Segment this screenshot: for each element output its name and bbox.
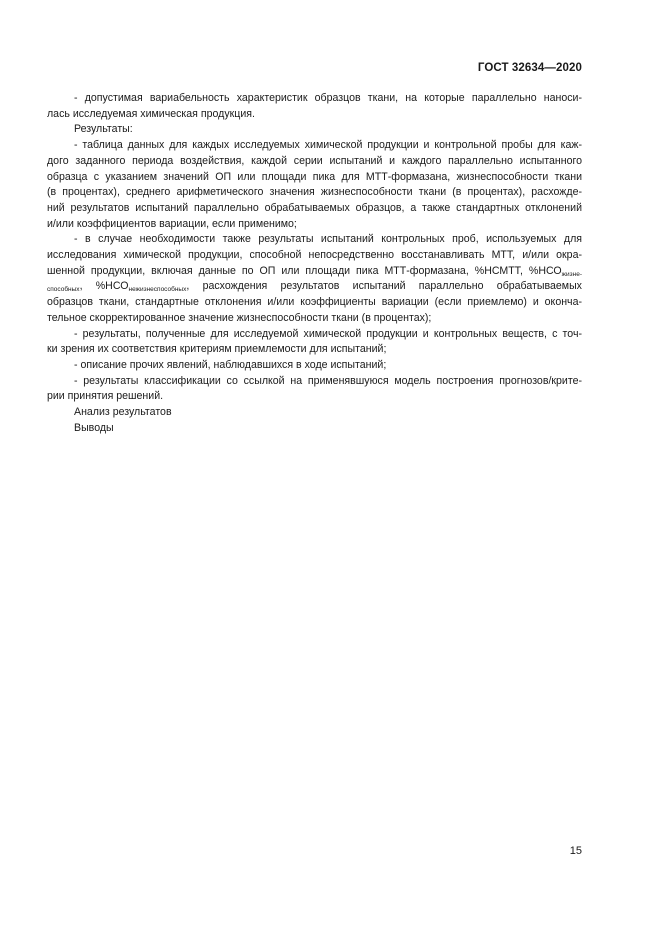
paragraph-criteria-line2: ки зрения их соответствия критериям приемлемости для испытаний; [47,343,387,356]
paragraph-classification-line2: рии принятия решений. [47,390,164,403]
paragraph-variability-line1: - допустимая вариабельность характеристик образцов ткани, на которые параллельно наноси- [74,92,582,104]
paragraph-table-line1: - таблица данных для каждых исследуемых химической продукции и контрольной пробы для каж- [74,139,582,152]
conclusions-heading: Выводы [74,421,114,434]
paragraph-variability-line2: лась исследуемая химическая продукция. [47,107,255,120]
subscript-viable-part2: способных [47,286,80,294]
controls-line4-mid: , %НСО [79,280,129,293]
analysis-heading: Анализ результатов [74,406,172,419]
page-number: 15 [569,845,582,857]
paragraph-controls-line5: образцов ткани, стандартные отклонения и/или коэффициенты вариации (если приемлемо) и оконча- [47,296,582,309]
paragraph-table-line5: ний результатов испытаний параллельно обрабатываемых образцов, а также стандартных отклонений [47,201,582,214]
paragraph-controls-line4 [47,279,582,295]
subscript-nonviable: нежизнеспособных [128,286,187,294]
paragraph-table-line6: и/или коэффициентов вариации, если применимо; [47,217,297,230]
controls-line4-rest: , расхождения результатов испытаний параллельно обрабатываемых [186,280,582,293]
document-body [47,91,582,436]
document-header-code: ГОСТ 32634—2020 [477,62,582,74]
results-heading: Результаты: [74,123,133,136]
paragraph-criteria-line1: - результаты, полученные для исследуемой химической продукции и контрольных веществ, с точ- [74,327,582,340]
paragraph-table-line3: образца с указанием значений ОП или площади пика для МТТ-формазана, жизнеспособности ткани [47,170,582,183]
paragraph-classification-line1: - результаты классификации со ссылкой на применявшуюся модель построения прогнозов/крите- [74,374,582,387]
paragraph-table-line4: (в процентах), среднего арифметического значения жизнеспособности ткани (в процентах), расхожде- [47,186,582,199]
paragraph-other-phenomena: - описание прочих явлений, наблюдавшихся в ходе испытаний; [74,358,387,371]
subscript-viable-part1: жизне- [561,270,582,278]
paragraph-controls-line3 [47,264,582,280]
paragraph-table-line2: дого заданного периода воздействия, каждой серии испытаний и каждого параллельно испытанного [47,154,582,167]
paragraph-controls-line1: - в случае необходимости также результаты испытаний контрольных проб, используемых для [74,233,582,246]
controls-line3-text: шенной продукции, включая данные по ОП или площади пика МТТ-формазана, %НСМТТ, %НСО [47,264,562,277]
paragraph-controls-line2: исследования химической продукции, способной непосредственно восстанавливать МТТ, и/или окра- [47,249,582,262]
paragraph-controls-line6: тельное скорректированное значение жизнеспособности ткани (в процентах); [47,311,432,324]
